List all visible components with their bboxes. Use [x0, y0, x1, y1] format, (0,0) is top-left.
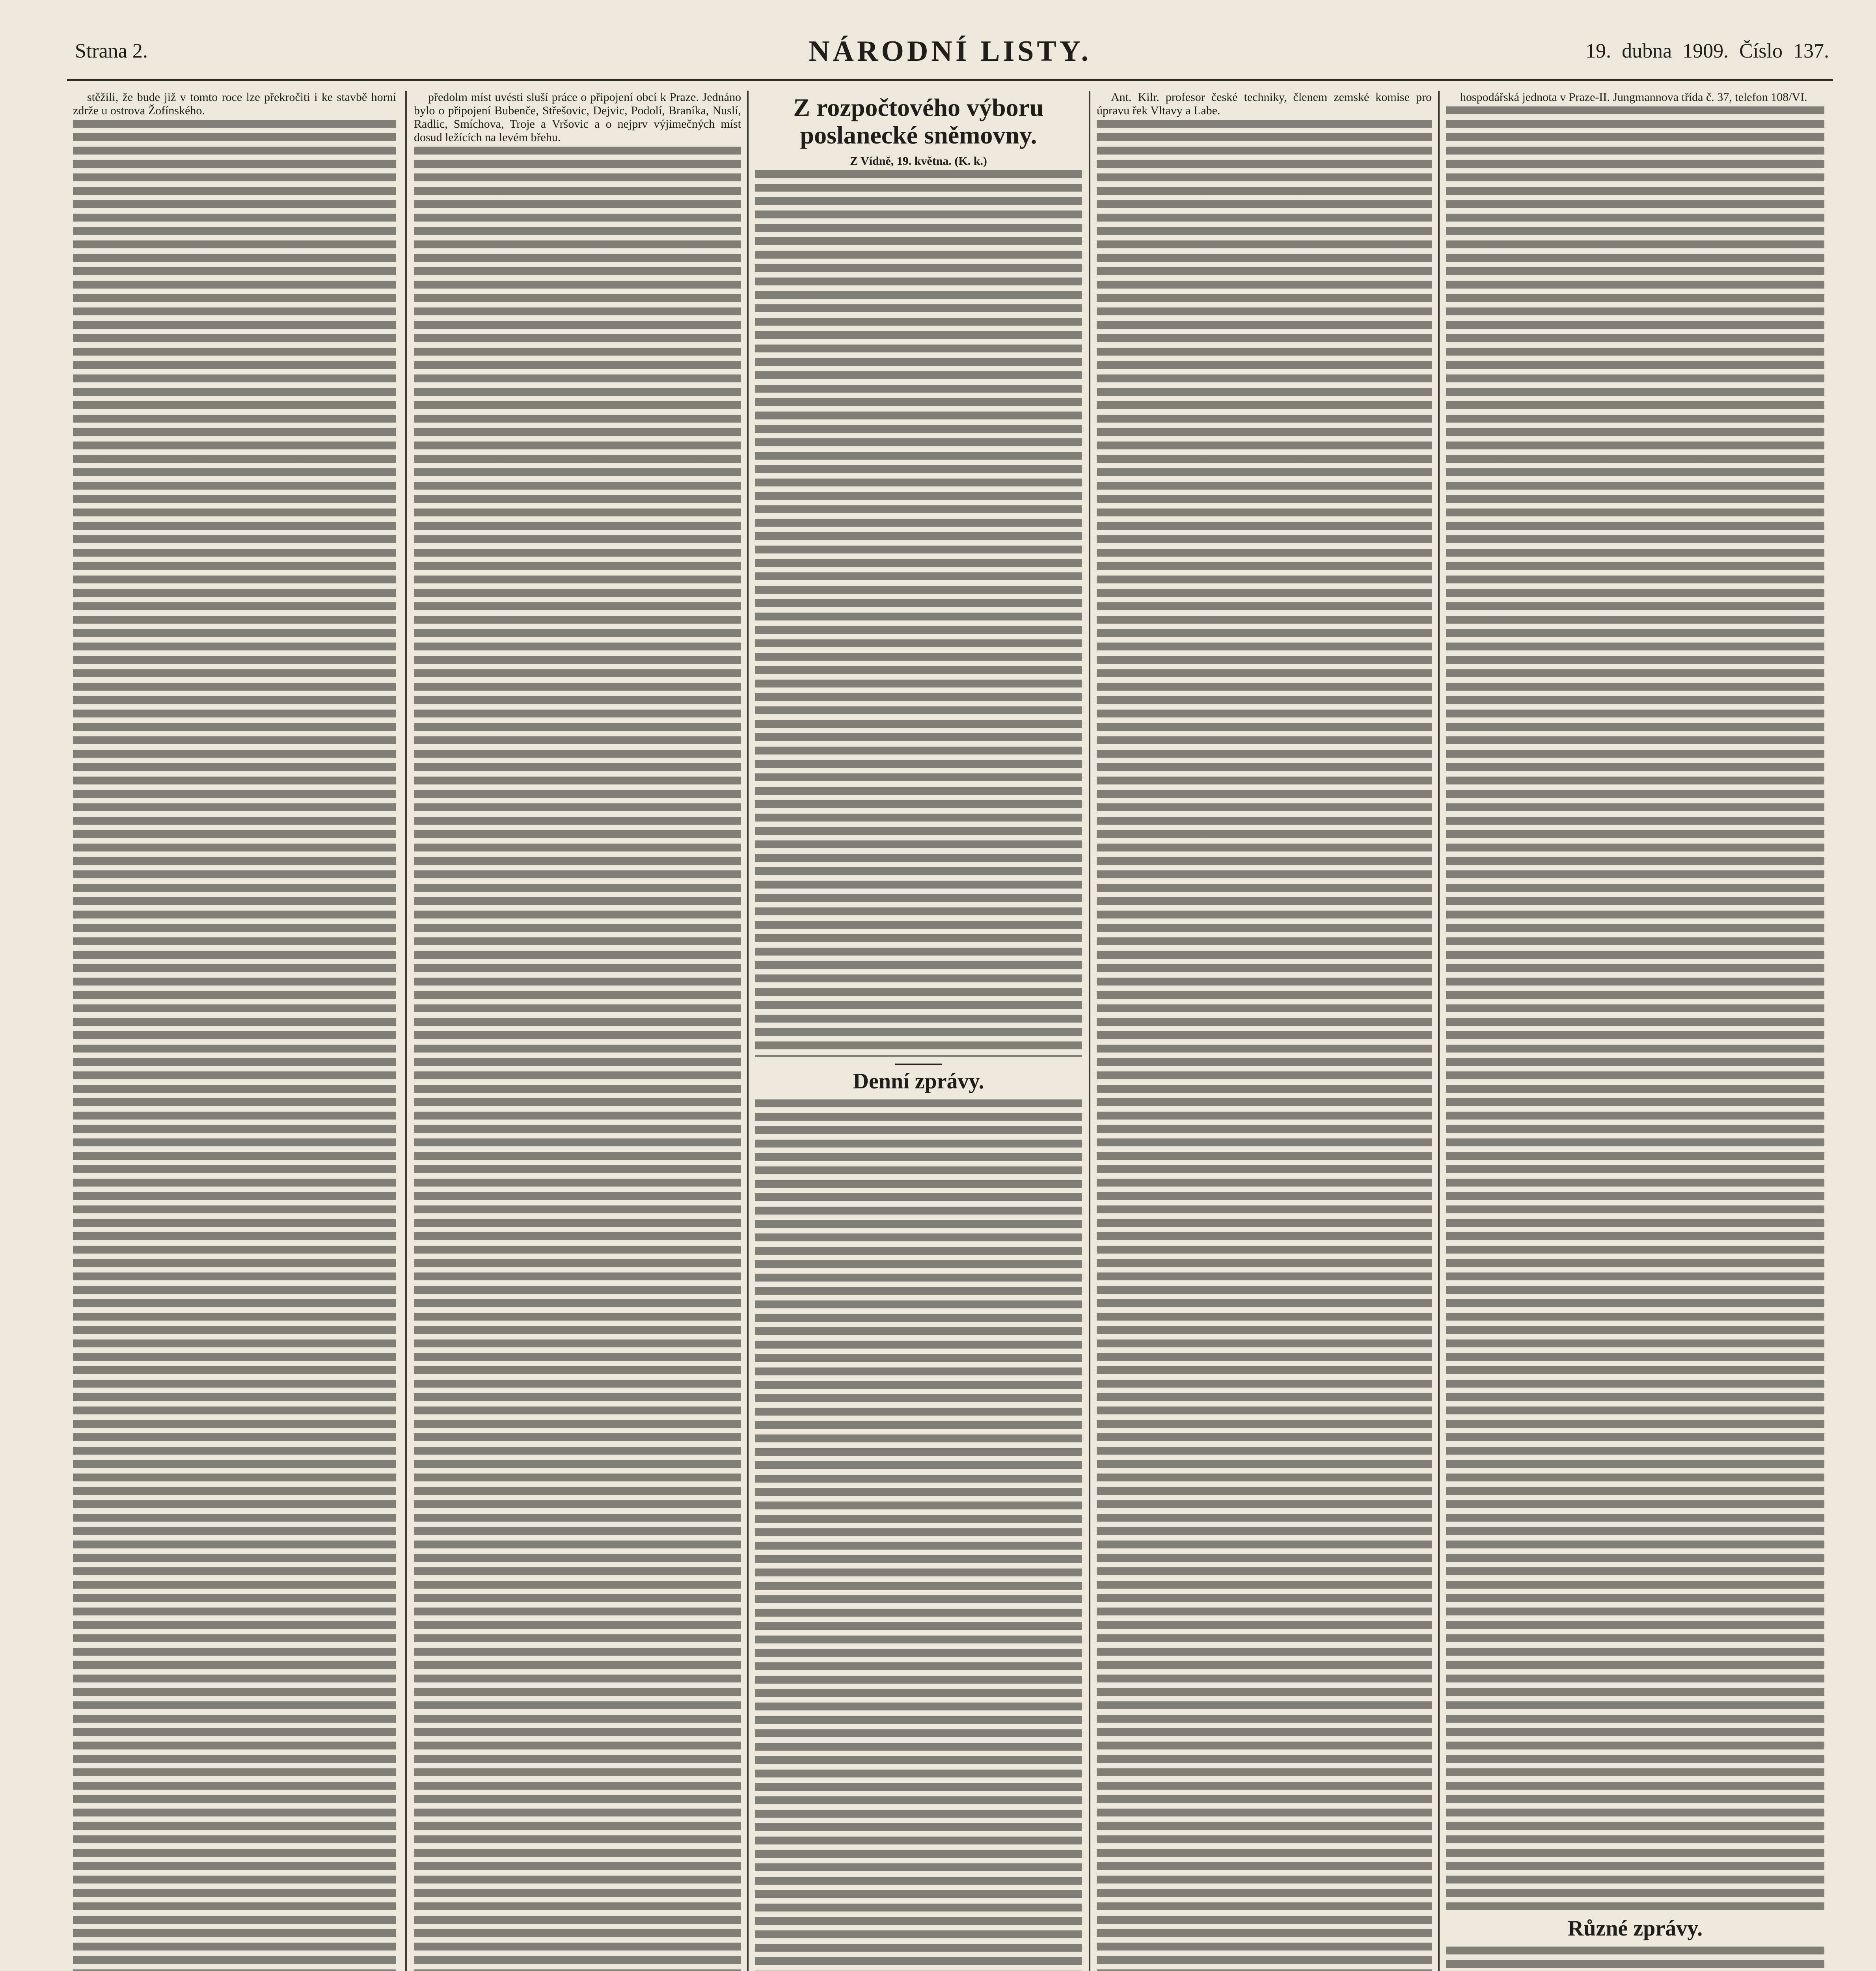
section-divider — [895, 1064, 942, 1065]
column-3-body-text — [755, 170, 1082, 1057]
column-2 — [414, 91, 741, 1971]
section-headline-misc-news: Různé zprávy. — [1567, 1916, 1703, 1941]
column-4 — [1097, 91, 1432, 1971]
column-5-body-text — [1446, 106, 1824, 1912]
column-3-body-text — [755, 1099, 1082, 1971]
section-headline: Z rozpočtového výboru poslanecké sněmovny. — [793, 93, 1044, 149]
column-5 — [1446, 91, 1824, 1971]
page-label: Strana 2. — [75, 40, 148, 62]
newspaper-title: NÁRODNÍ LISTY. — [809, 35, 1092, 67]
dateline: Z Vídně, 19. května. (K. k.) — [850, 155, 987, 168]
column-divider — [1089, 91, 1090, 1971]
column-divider — [1438, 91, 1440, 1971]
column-5-body-text — [1446, 1947, 1824, 1971]
column-4-body-text — [1097, 120, 1432, 1971]
column-1-body-text — [73, 120, 396, 1971]
column-4-lead: Ant. Kilr. profesor české techniky, členem zemské komise pro úpravu řek Vltavy a Labe. — [1097, 91, 1432, 117]
masthead-rule — [67, 79, 1833, 81]
masthead — [67, 24, 1833, 73]
column-3 — [755, 91, 1082, 1971]
column-2-body-text — [414, 147, 741, 1971]
column-5-lead: hospodářská jednota v Praze-II. Jungmannova třída č. 37, telefon 108/VI. — [1460, 91, 1807, 104]
column-divider — [747, 91, 749, 1971]
column-2-lead: předolm míst uvésti sluší práce o připojení obcí k Praze. Jednáno bylo o připojení Bubenče, Střešovic, Dejvic, Podolí, Braníka, Nuslí, Radlic, Smíchova, Troje a Vršovic a o nejprv výjimečných míst dosud ležících na levém břehu. — [414, 91, 741, 144]
column-divider — [405, 91, 407, 1971]
section-headline-daily-news: Denní zprávy. — [853, 1069, 984, 1094]
column-1-lead: stěžili, že bude již v tomto roce lze překročiti i ke stavbě horní zdrže u ostrova Žofínského. — [73, 91, 396, 117]
date-issue: 19. dubna 1909. Číslo 137. — [1585, 40, 1829, 62]
column-1 — [73, 91, 396, 1971]
